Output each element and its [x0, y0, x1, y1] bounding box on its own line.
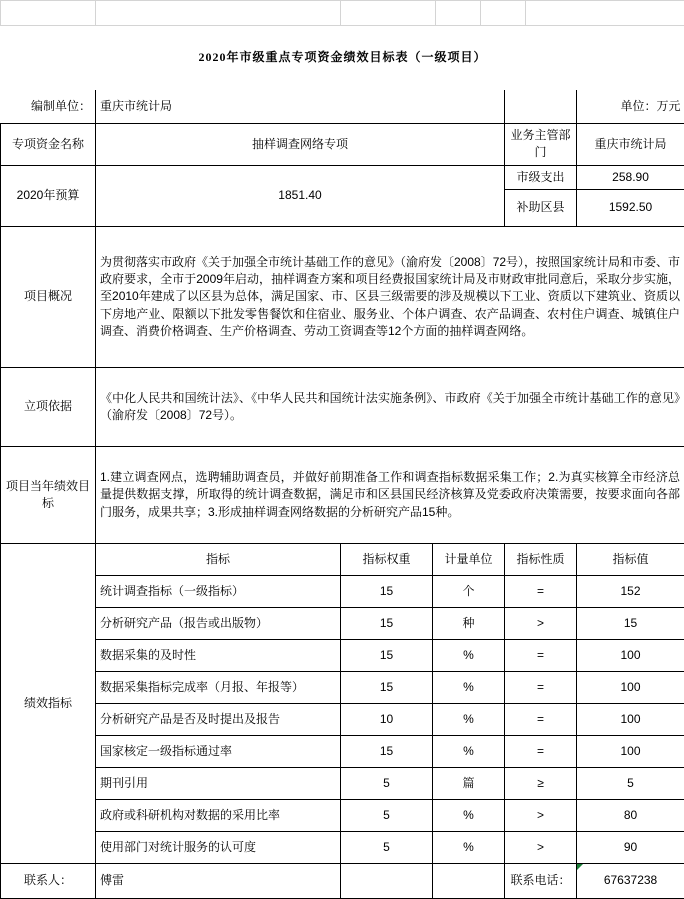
indicator-name: 分析研究产品（报告或出版物） [96, 608, 341, 640]
table-row [1, 672, 684, 704]
indicator-weight: 5 [341, 768, 433, 800]
indicator-value: 100 [577, 736, 684, 768]
indicators-header-row [1, 544, 684, 576]
unit-note: 单位：万元 [577, 90, 684, 124]
basis-text: 《中化人民共和国统计法》、《中华人民共和国统计法实施条例》、市政府《关于加强全市统计基础工作的意见》（渝府发〔2008〕72号）。 [96, 368, 684, 447]
indicators-col-unit: 计量单位 [433, 544, 505, 576]
contact-value: 傅雷 [96, 864, 341, 899]
budget-row-city [1, 165, 684, 189]
phone-label: 联系电话： [505, 864, 577, 899]
performance-goal-table [0, 26, 684, 899]
indicator-unit: % [433, 736, 505, 768]
overview-text: 为贯彻落实市政府《关于加强全市统计基础工作的意见》（渝府发〔2008〕72号），按照国家统计局和市委、市政府要求，全市于2009年启动，抽样调查方案和项目经费报国家统计局及市财政审批同意后，采取分步实施，至2010年建成了以区县为总体，满足国家、市、区县三级需要的涉及规模以下工业、资质以下建筑业、资质以下房地产业、限额以下批发零售餐饮和住宿业、服务业、个体户调查、农产品调查、农村住户调查、城镇住户调查、消费价格调查、生产价格调查、劳动工资调查等12个方面的抽样调查网络。 [96, 227, 684, 368]
indicator-unit: % [433, 800, 505, 832]
fund-name-row [1, 124, 684, 166]
indicator-name: 国家核定一级指标通过率 [96, 736, 341, 768]
annual-goal-row [1, 447, 684, 544]
page-title: 2020年市级重点专项资金绩效目标表（一级项目） [1, 26, 684, 90]
indicator-weight: 5 [341, 800, 433, 832]
grid-cell [526, 1, 684, 26]
phone-cell [577, 864, 684, 899]
fund-name-label: 专项资金名称 [1, 124, 96, 166]
grid-cell [1, 1, 96, 26]
indicator-value: 5 [577, 768, 684, 800]
footer-spacer-1 [341, 864, 433, 899]
indicators-col-nature: 指标性质 [505, 544, 577, 576]
overview-row [1, 227, 684, 368]
indicator-unit: 个 [433, 576, 505, 608]
indicator-name: 数据采集指标完成率（月报、年报等） [96, 672, 341, 704]
grid-cell [341, 1, 436, 26]
table-row [1, 704, 684, 736]
annual-goal-text: 1.建立调查网点，选聘辅助调查员，并做好前期准备工作和调查指标数据采集工作；2.为真实核算全市经济总量提供数据支撑，所取得的统计调查数据，满足市和区县国民经济核算及党委政府决策需要，按要求面向各部门服务，成果共享；3.形成抽样调查网络数据的分析研究产品15种。 [96, 447, 684, 544]
supervising-dept-label: 业务主管部门 [505, 124, 577, 166]
table-row [1, 832, 684, 864]
strip-spacer [505, 90, 577, 124]
indicators-label: 绩效指标 [1, 544, 96, 864]
district-subsidy-label: 补助区县 [505, 190, 577, 227]
indicator-nature: > [505, 832, 577, 864]
indicator-nature: = [505, 640, 577, 672]
indicator-weight: 10 [341, 704, 433, 736]
indicator-value: 100 [577, 672, 684, 704]
background-gridlines [0, 0, 684, 26]
basis-label: 立项依据 [1, 368, 96, 447]
city-expenditure-value: 258.90 [577, 165, 684, 189]
indicator-nature: > [505, 800, 577, 832]
indicator-unit: % [433, 640, 505, 672]
indicator-value: 100 [577, 704, 684, 736]
indicator-weight: 15 [341, 640, 433, 672]
indicator-value: 152 [577, 576, 684, 608]
grid-cell [436, 1, 481, 26]
district-subsidy-value: 1592.50 [577, 190, 684, 227]
indicator-nature: = [505, 672, 577, 704]
indicator-name: 使用部门对统计服务的认可度 [96, 832, 341, 864]
text-number-warning-icon [577, 864, 583, 870]
indicator-nature: > [505, 608, 577, 640]
indicator-name: 分析研究产品是否及时提出及报告 [96, 704, 341, 736]
indicator-name: 期刊引用 [96, 768, 341, 800]
supervising-dept-value: 重庆市统计局 [577, 124, 684, 166]
annual-goal-label: 项目当年绩效目标 [1, 447, 96, 544]
indicator-value: 15 [577, 608, 684, 640]
table-row [1, 608, 684, 640]
indicator-unit: 种 [433, 608, 505, 640]
indicator-unit: % [433, 672, 505, 704]
budget-label: 2020年预算 [1, 165, 96, 226]
indicator-unit: 篇 [433, 768, 505, 800]
grid-cell [481, 1, 526, 26]
indicator-weight: 5 [341, 832, 433, 864]
indicator-unit: % [433, 704, 505, 736]
fund-name-value: 抽样调查网络专项 [96, 124, 505, 166]
indicator-weight: 15 [341, 672, 433, 704]
table-row [1, 640, 684, 672]
indicator-name: 数据采集的及时性 [96, 640, 341, 672]
table-row [1, 736, 684, 768]
contact-label: 联系人： [1, 864, 96, 899]
city-expenditure-label: 市级支出 [505, 165, 577, 189]
indicator-nature: = [505, 704, 577, 736]
footer-spacer-2 [433, 864, 505, 899]
indicator-value: 90 [577, 832, 684, 864]
indicators-col-name: 指标 [96, 544, 341, 576]
indicator-name: 政府或科研机构对数据的采用比率 [96, 800, 341, 832]
budget-value: 1851.40 [96, 165, 505, 226]
basis-row [1, 368, 684, 447]
table-row [1, 768, 684, 800]
indicators-col-value: 指标值 [577, 544, 684, 576]
indicator-weight: 15 [341, 576, 433, 608]
indicators-col-weight: 指标权重 [341, 544, 433, 576]
prepared-by-row [1, 90, 684, 124]
prepared-by-value: 重庆市统计局 [96, 90, 505, 124]
prepared-by-label: 编制单位： [1, 90, 96, 124]
indicator-unit: % [433, 832, 505, 864]
indicator-nature: = [505, 576, 577, 608]
table-row [1, 576, 684, 608]
indicator-nature: = [505, 736, 577, 768]
title-row [1, 26, 684, 90]
phone-value: 67637238 [604, 873, 657, 887]
indicator-weight: 15 [341, 736, 433, 768]
footer-row [1, 864, 684, 899]
indicator-value: 100 [577, 640, 684, 672]
grid-cell [96, 1, 341, 26]
indicator-weight: 15 [341, 608, 433, 640]
indicator-value: 80 [577, 800, 684, 832]
indicator-nature: ≥ [505, 768, 577, 800]
overview-label: 项目概况 [1, 227, 96, 368]
table-row [1, 800, 684, 832]
indicator-name: 统计调查指标（一级指标） [96, 576, 341, 608]
